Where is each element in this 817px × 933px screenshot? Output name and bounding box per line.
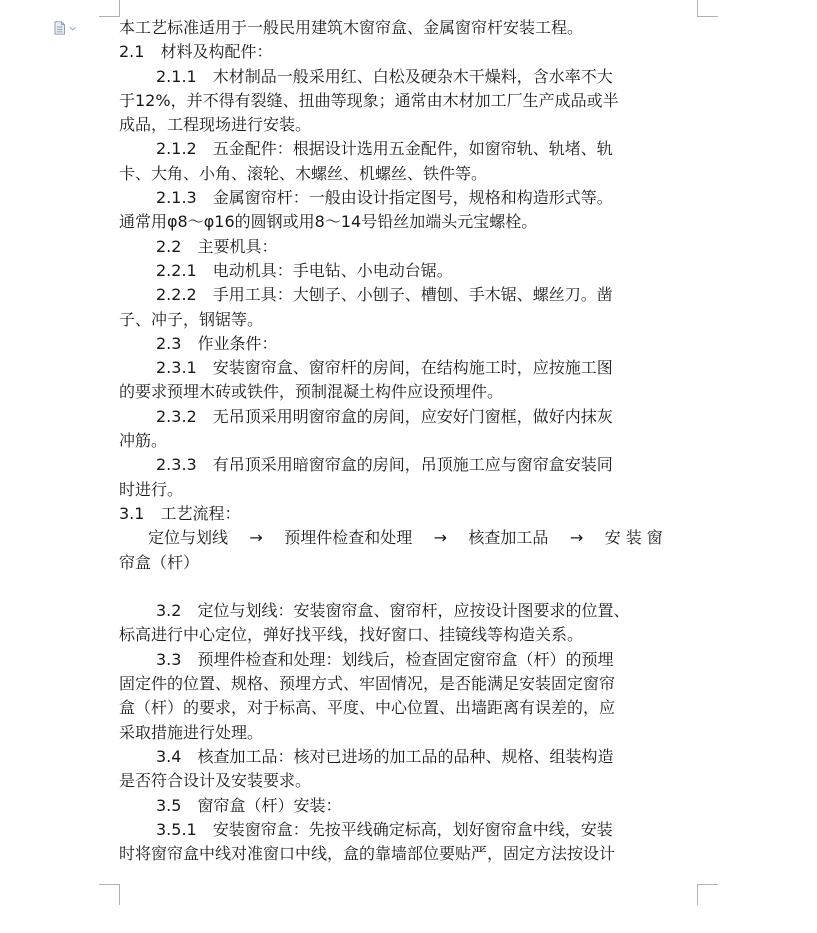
text-line: 子、冲子，钢锯等。 xyxy=(119,309,264,329)
text-line: 固定件的位置、规格、预埋方式、牢固情况，是否能满足安装固定窗帘 xyxy=(119,674,616,694)
text-line: 2.1.1 木材制品一般采用红、白松及硬杂木干燥料，含水率不大 xyxy=(156,66,613,86)
flow-arrow-icon: → xyxy=(249,528,263,548)
text-line: 2.3.1 安装窗帘盒、窗帘杆的房间，在结构施工时，应按施工图 xyxy=(156,358,613,378)
chevron-down-icon xyxy=(68,23,78,33)
text-line: 3.1 工艺流程： xyxy=(119,503,241,523)
text-line: 通常用φ8～φ16的圆钢或用8～14号铅丝加端头元宝螺栓。 xyxy=(119,212,538,232)
flow-step-3: 核查加工品 xyxy=(468,528,549,548)
text-line: 3.2 定位与划线：安装窗帘盒、窗帘杆，应按设计图要求的位置、 xyxy=(156,601,630,621)
blank-line xyxy=(119,575,697,599)
text-line: 是否符合设计及安装要求。 xyxy=(119,771,312,791)
text-line: 本工艺标准适用于一般民用建筑木窗帘盒、金属窗帘杆安装工程。 xyxy=(119,18,584,37)
text-line: 2.1.2 五金配件：根据设计选用五金配件，如窗帘轨、轨堵、轨 xyxy=(156,139,613,159)
text-line: 2.2.1 电动机具：手电钻、小电动台锯。 xyxy=(156,260,453,280)
text-line: 2.2 主要机具： xyxy=(156,236,278,256)
process-flow-line xyxy=(119,526,697,550)
process-flow-continuation: 帘盒（杆） xyxy=(119,552,200,572)
text-line: 2.3.3 有吊顶采用暗窗帘盒的房间，吊顶施工应与窗帘盒安装同 xyxy=(156,455,613,475)
flow-arrow-icon: → xyxy=(569,528,584,548)
text-line: 2.1 材料及构配件： xyxy=(119,42,273,62)
text-line: 的要求预埋木砖或铁件，预制混凝土构件应设预埋件。 xyxy=(119,382,504,402)
text-line: 2.1.3 金属窗帘杆：一般由设计指定图号，规格和构造形式等。 xyxy=(156,188,613,208)
text-line: 冲筋。 xyxy=(119,431,168,451)
text-line: 3.5.1 安装窗帘盒：先按平线确定标高，划好窗帘盒中线，安装 xyxy=(156,819,613,839)
text-line: 2.3.2 无吊顶采用明窗帘盒的房间，应安好门窗框，做好内抹灰 xyxy=(156,406,613,426)
page-corner-mark-top-left xyxy=(99,0,120,17)
text-line: 于12%，并不得有裂缝、扭曲等现象；通常由木材加工厂生产成品或半 xyxy=(119,90,619,110)
flow-step-1: 定位与划线 xyxy=(148,528,229,548)
flow-step-4: 安 装 窗 xyxy=(604,528,663,548)
text-line: 2.2.2 手用工具：大刨子、小刨子、槽刨、手木锯、螺丝刀。凿 xyxy=(156,285,613,305)
text-line: 时进行。 xyxy=(119,479,184,499)
text-line: 3.4 核查加工品：核对已进场的加工品的品种、规格、组装构造 xyxy=(156,746,614,766)
text-line: 2.3 作业条件： xyxy=(156,333,278,353)
text-line: 3.3 预埋件检查和处理：划线后，检查固定窗帘盒（杆）的预埋 xyxy=(156,649,614,669)
page-corner-mark-bottom-right xyxy=(697,884,718,905)
page-corner-mark-top-right xyxy=(697,0,718,17)
flow-step-2: 预埋件检查和处理 xyxy=(284,528,413,548)
text-line: 时将窗帘盒中线对准窗口中线，盒的靠墙部位要贴严，固定方法按设计 xyxy=(119,844,616,864)
text-line: 标高进行中心定位，弹好找平线，找好窗口、挂镜线等构造关系。 xyxy=(119,625,584,645)
document-icon[interactable] xyxy=(54,21,78,35)
text-line: 卡、大角、小角、滚轮、木螺丝、机螺丝、铁件等。 xyxy=(119,163,488,183)
document-glyph-icon xyxy=(54,21,65,35)
text-line: 盒（杆）的要求，对于标高、平度、中心位置、出墙距离有误差的，应 xyxy=(119,698,616,718)
text-line: 采取措施进行处理。 xyxy=(119,722,264,742)
text-line: 成品，工程现场进行安装。 xyxy=(119,115,312,135)
page-corner-mark-bottom-left xyxy=(99,884,120,905)
text-line: 3.5 窗帘盒（杆）安装： xyxy=(156,795,342,815)
document-body xyxy=(119,16,697,866)
flow-arrow-icon: → xyxy=(433,528,448,548)
